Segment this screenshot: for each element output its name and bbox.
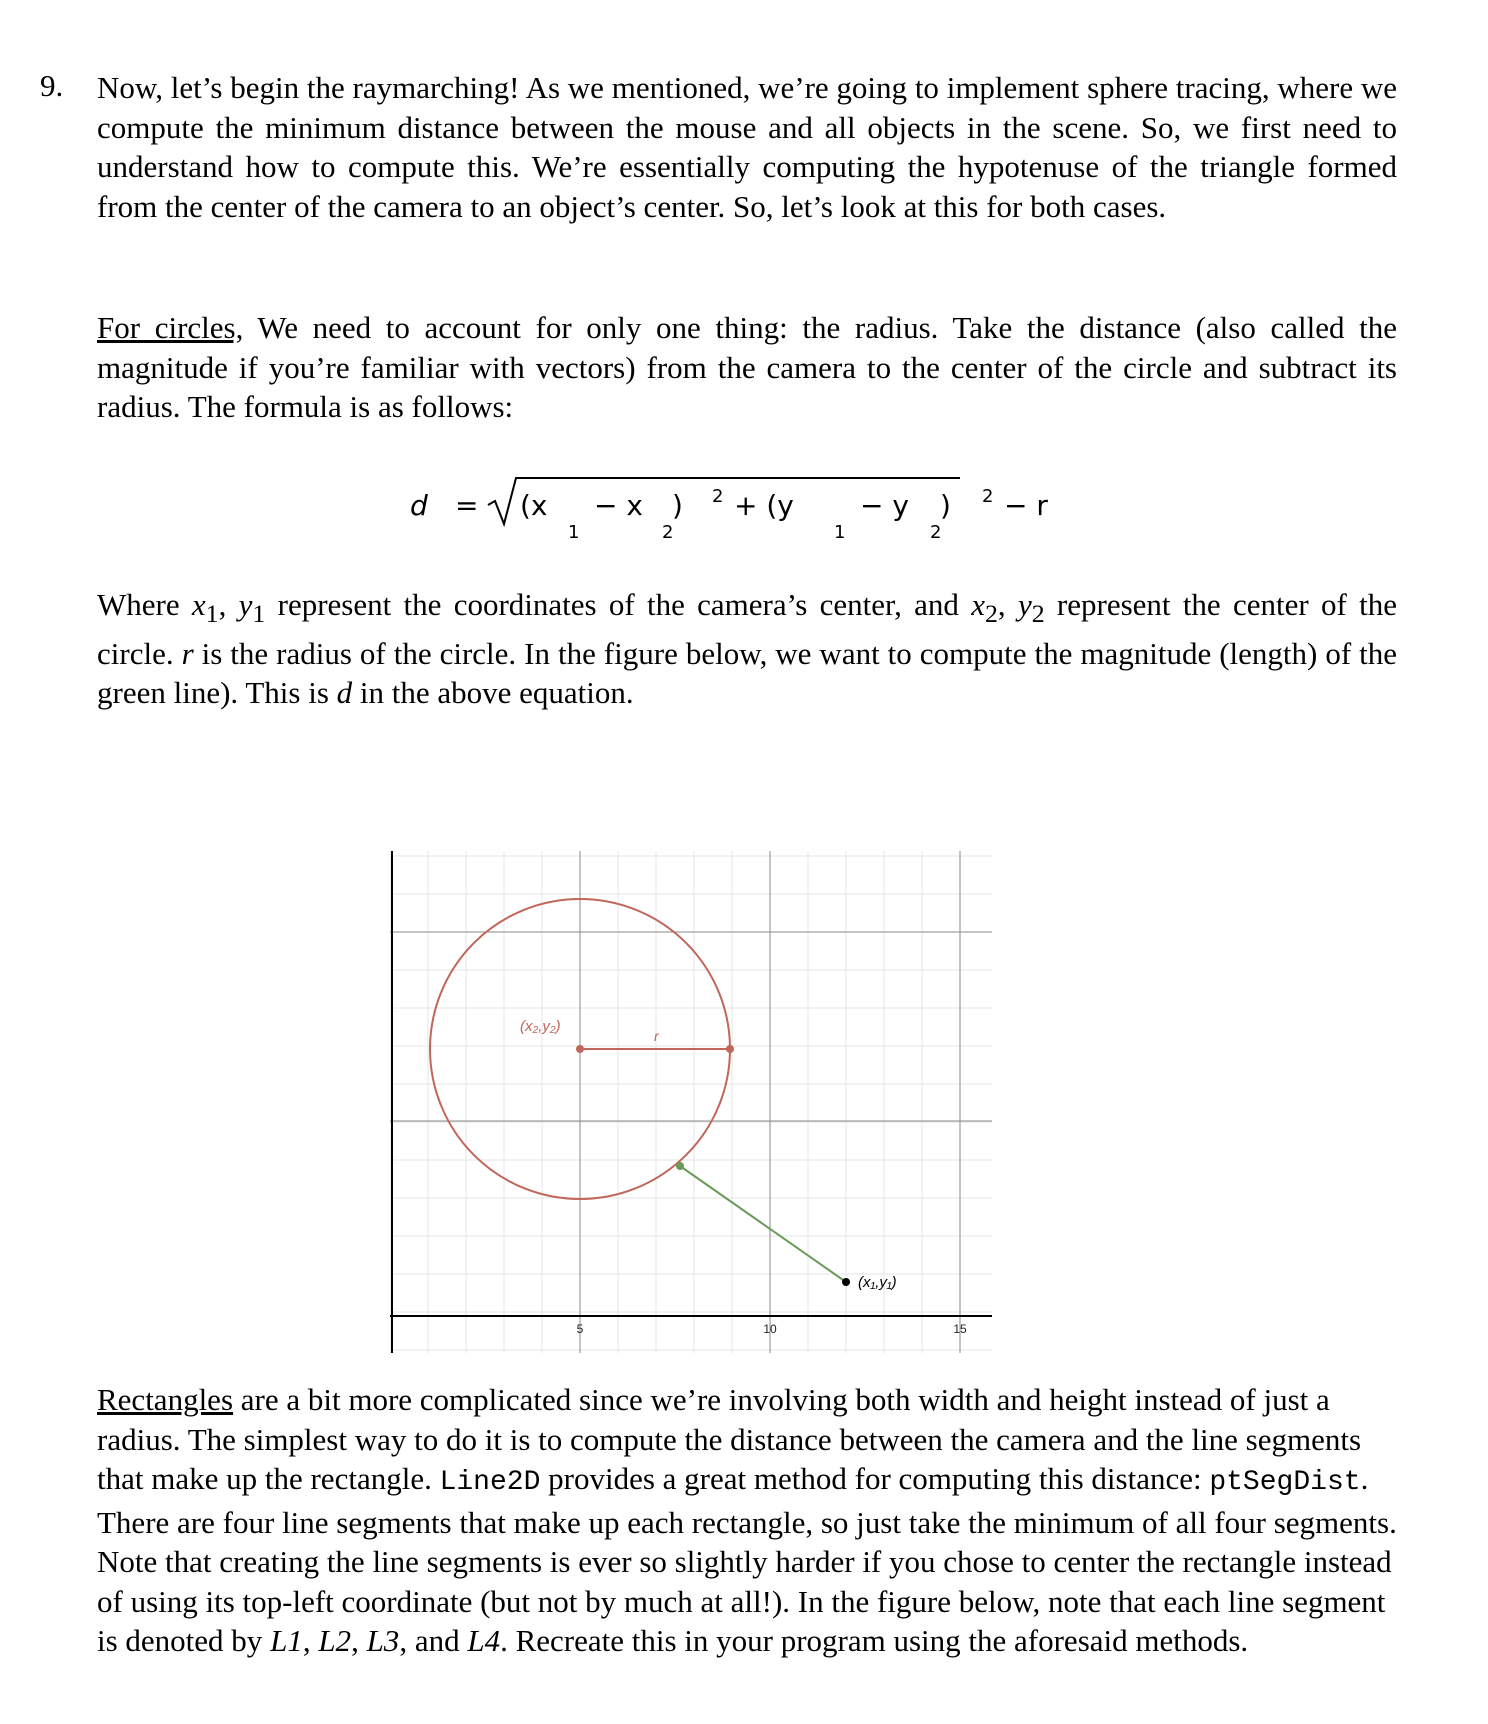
circle-distance-graph bbox=[390, 851, 992, 1353]
circle-center-point bbox=[576, 1045, 584, 1053]
formula-minus1: − x bbox=[594, 489, 643, 522]
formula-minus2: − y bbox=[860, 489, 909, 522]
var-d: d bbox=[336, 675, 353, 711]
var-y1-sub: 1 bbox=[252, 599, 266, 629]
label-l4: L4 bbox=[467, 1623, 501, 1658]
formula-exp2: 2 bbox=[982, 486, 994, 507]
var-y2-sub: 2 bbox=[1031, 599, 1045, 629]
x-tick-10: 10 bbox=[763, 1322, 777, 1336]
circles-heading: For circles, bbox=[97, 310, 244, 345]
formula-equals: = bbox=[455, 489, 479, 522]
formula-exp1: 2 bbox=[712, 486, 724, 507]
var-y2: y bbox=[1017, 587, 1032, 622]
circles-paragraph bbox=[97, 308, 1397, 427]
formula-close2: ) bbox=[940, 489, 951, 522]
code-line2d: Line2D bbox=[439, 1467, 541, 1498]
var-r: r bbox=[181, 635, 194, 671]
var-y1: y bbox=[238, 587, 253, 622]
formula-tail: − r bbox=[1004, 489, 1048, 522]
comma: , bbox=[351, 1623, 367, 1658]
rect-text-3: . There are four line segments that make up each rectangle, so just take the minimum of all four segments. Note that creating the line segments is ever so slightly harder if you chose to center the rectangle instead of using its top-left coordinate (but not by much at all!). In the figure below, note that each line segment is denoted by bbox=[97, 1461, 1397, 1658]
where-end: in the above equation. bbox=[352, 675, 634, 711]
comma: , bbox=[302, 1623, 319, 1658]
rect-text-1: are a bit more complicated since we’re involving both width and height instead of just a radius. The simplest way to do it is to compute the distance between the camera and the line segments that make up the rectangle. bbox=[97, 1382, 1362, 1496]
center-label: (x₂,y₂) bbox=[520, 1018, 561, 1035]
grid-lines bbox=[390, 851, 992, 1353]
distance-formula bbox=[400, 468, 1100, 548]
comma-and: , and bbox=[399, 1623, 468, 1658]
item-number: 9. bbox=[40, 68, 64, 103]
rect-text-2: provides a great method for computing this distance: bbox=[540, 1461, 1210, 1496]
comma: , bbox=[218, 587, 239, 622]
code-ptsegdist: ptSegDist bbox=[1209, 1467, 1361, 1498]
x-tick-15: 15 bbox=[953, 1322, 967, 1336]
formula-sub4: 2 bbox=[930, 522, 942, 543]
formula-sub3: 1 bbox=[834, 522, 846, 543]
x-tick-5: 5 bbox=[576, 1322, 584, 1336]
var-x2-sub: 2 bbox=[984, 599, 998, 629]
formula-d: d bbox=[410, 489, 428, 522]
formula-sub2: 2 bbox=[662, 522, 674, 543]
where-mid1: represent the coordinates of the camera’s center, and bbox=[265, 587, 972, 622]
camera-point bbox=[842, 1278, 850, 1286]
rectangles-heading: Rectangles bbox=[97, 1382, 234, 1417]
label-l2: L2 bbox=[318, 1623, 352, 1658]
formula-plus: + (y bbox=[734, 489, 794, 522]
formula-sub1: 1 bbox=[568, 522, 580, 543]
var-x2: x bbox=[971, 587, 985, 622]
where-mid3: is the radius of the circle. In the figure below, we want to compute the magnitude (length) of the green line). This is bbox=[97, 635, 1398, 711]
formula-close1: ) bbox=[672, 489, 683, 522]
radius-end-point bbox=[726, 1045, 734, 1053]
var-x1-sub: 1 bbox=[205, 599, 219, 629]
where-paragraph bbox=[97, 585, 1397, 713]
distance-line bbox=[680, 1166, 846, 1282]
intro-paragraph: Now, let’s begin the raymarching! As we mentioned, we’re going to implement sphere tracing, where we compute the minimum distance between the mouse and all objects in the scene. So, we first need to understand how to compute this. We’re essentially computing the hypotenuse of the triangle formed from the center of the camera to an object’s center. So, let’s look at this for both cases. bbox=[97, 70, 1397, 224]
label-l1: L1 bbox=[270, 1623, 303, 1658]
where-text: Where bbox=[97, 587, 192, 622]
formula-open1: (x bbox=[520, 489, 548, 522]
rect-text-4: . Recreate this in your program using the aforesaid methods. bbox=[500, 1623, 1249, 1658]
comma: , bbox=[997, 587, 1018, 622]
label-l3: L3 bbox=[366, 1623, 400, 1658]
circle-nearest-point bbox=[676, 1162, 684, 1170]
radius-label: r bbox=[654, 1028, 659, 1044]
var-x1: x bbox=[191, 587, 206, 622]
circles-text: We need to account for only one thing: the radius. Take the distance (also called the magnitude if you’re familiar with vectors) from the camera to the center of the circle and subtract its radius. The formula is as follows: bbox=[97, 310, 1397, 424]
where-mid2: represent the center of the circle. bbox=[97, 587, 1397, 671]
camera-label: (x₁,y₁) bbox=[858, 1274, 897, 1291]
rectangles-paragraph bbox=[97, 1380, 1397, 1661]
